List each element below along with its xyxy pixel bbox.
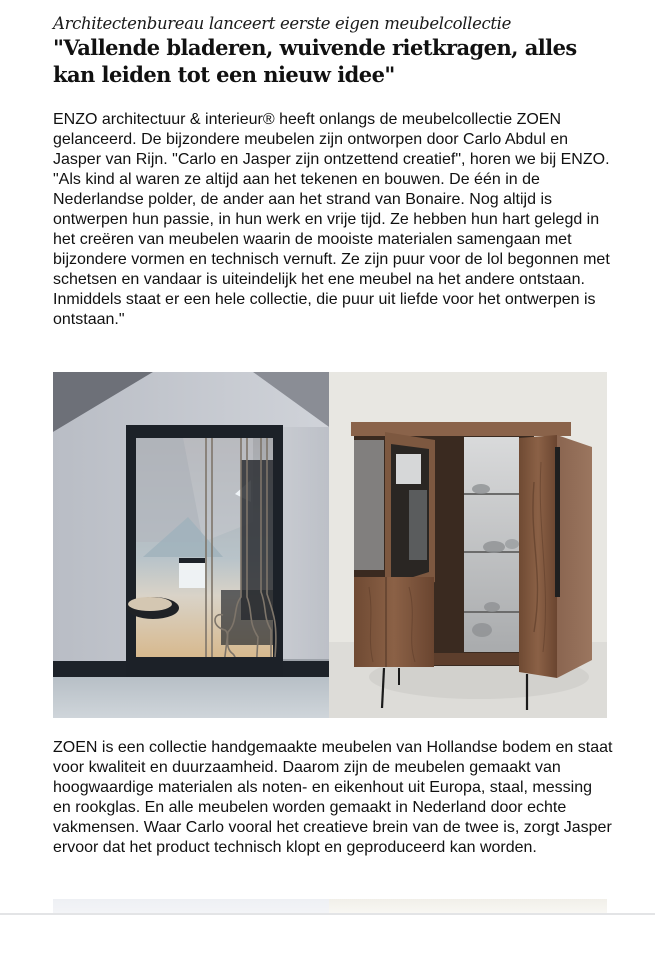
door-photo bbox=[53, 372, 329, 718]
intro-paragraph: ENZO architectuur & interieur® heeft onlangs de meubelcollectie ZOEN gelanceerd. De bijzondere meubelen zijn ontworpen door Carlo Abdul en Jasper van Rijn. "Carlo en Jasper zijn ontzettend creatief", horen we bij ENZO. "Als kind al waren ze altijd aan het tekenen en bouwen. De één in de Nederlandse polder, de ander aan het strand van Bonaire. Nog altijd is ontwerpen hun passie, in hun werk en vrije tijd. Ze hebben hun hart gelegd in het creëren van meubelen waarin de mooiste materialen samengaan met bijzondere vormen en technisch vernuft. Ze zijn puur voor de lol begonnen met schetsen en vandaar is uiteindelijk het ene meubel na het andere ontstaan. Inmiddels staat er een hele collectie, die puur uit liefde voor het ontwerpen is ontstaan." bbox=[53, 111, 610, 328]
article-title: "Vallende bladeren, wuivende rietkragen, alles kan leiden tot een nieuw idee" bbox=[53, 35, 577, 87]
article-header bbox=[53, 14, 613, 88]
second-image-row bbox=[53, 899, 607, 913]
second-row-photo-left bbox=[53, 899, 329, 913]
image-gallery bbox=[53, 372, 607, 718]
article-subtitle: Architectenbureau lanceert eerste eigen meubelcollectie bbox=[53, 14, 511, 33]
cabinet-photo bbox=[329, 372, 607, 718]
second-paragraph: ZOEN is een collectie handgemaakte meubelen van Hollandse bodem en staat voor kwaliteit en duurzaamheid. Daarom zijn de meubelen gemaakt van hoogwaardige materialen als noten- en eikenhout uit Europa, staal, messing en rookglas. En alle meubelen worden gemaakt in Nederland door echte vakmensen. Waar Carlo vooral het creatieve brein van de twee is, zorgt Jasper ervoor dat het product technisch klopt en geproduceerd kan worden. bbox=[53, 739, 613, 856]
second-row-photo-right bbox=[329, 899, 607, 913]
blank-area bbox=[0, 915, 655, 971]
